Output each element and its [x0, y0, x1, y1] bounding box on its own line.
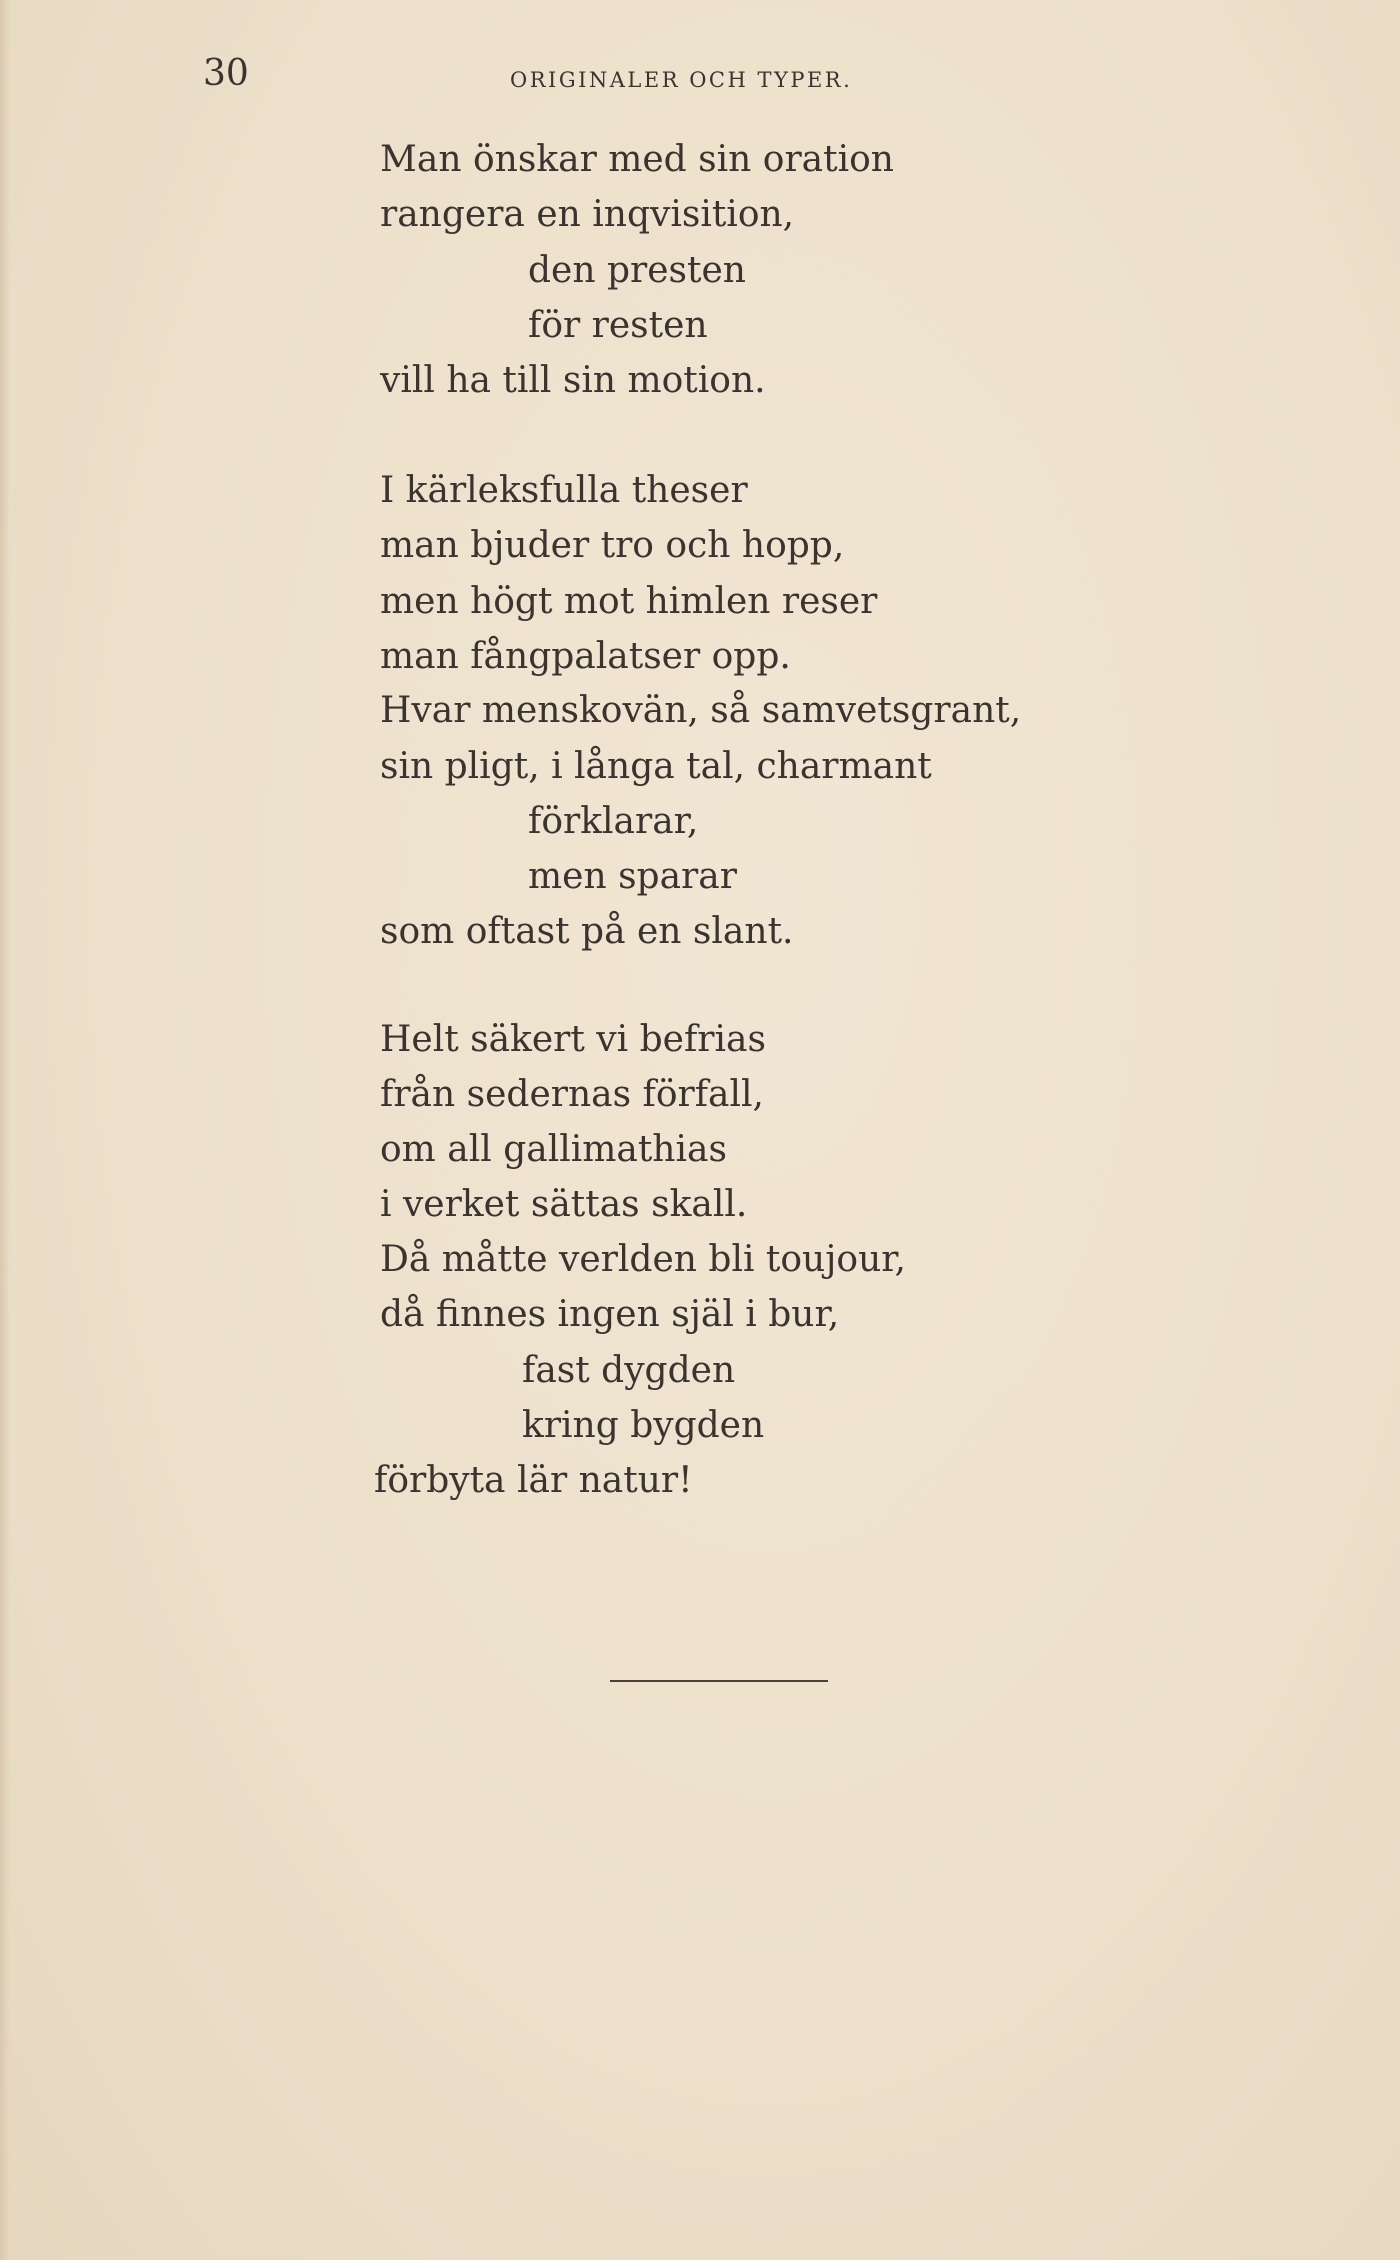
poem-line: Då måtte verlden bli toujour, — [380, 1239, 906, 1280]
poem-line: fast dygden — [522, 1350, 736, 1391]
poem-line: Helt säkert vi befrias — [380, 1019, 766, 1060]
poem-line: i verket sättas skall. — [380, 1184, 748, 1225]
page-number: 30 — [203, 53, 249, 94]
poem-line: om all gallimathias — [380, 1129, 727, 1170]
running-head: ORIGINALER OCH TYPER. — [510, 68, 853, 92]
poem-line: från sedernas förfall, — [380, 1074, 764, 1115]
poem-line: men högt mot himlen reser — [380, 581, 878, 622]
poem-line: man fångpalatser opp. — [380, 636, 791, 677]
poem-line: vill ha till sin motion. — [380, 360, 766, 401]
poem-line: förklarar, — [528, 801, 699, 842]
poem-line: rangera en inqvisition, — [380, 194, 795, 235]
poem-line: som oftast på en slant. — [380, 911, 794, 952]
poem-line: förbyta lär natur! — [374, 1460, 693, 1501]
poem-line: men sparar — [528, 856, 737, 897]
poem-line: I kärleksfulla theser — [380, 470, 748, 511]
poem-line: kring bygden — [522, 1405, 765, 1446]
page-gutter — [0, 0, 10, 2260]
poem-line: för resten — [528, 305, 708, 346]
poem-line: sin pligt, i långa tal, charmant — [380, 746, 932, 787]
end-rule — [610, 1680, 828, 1682]
poem-line: den presten — [528, 250, 746, 291]
poem-line: Man önskar med sin oration — [380, 139, 894, 180]
poem-line: man bjuder tro och hopp, — [380, 525, 845, 566]
poem-line: då finnes ingen själ i bur, — [380, 1294, 840, 1335]
poem-line: Hvar menskovän, så samvetsgrant, — [380, 690, 1022, 731]
